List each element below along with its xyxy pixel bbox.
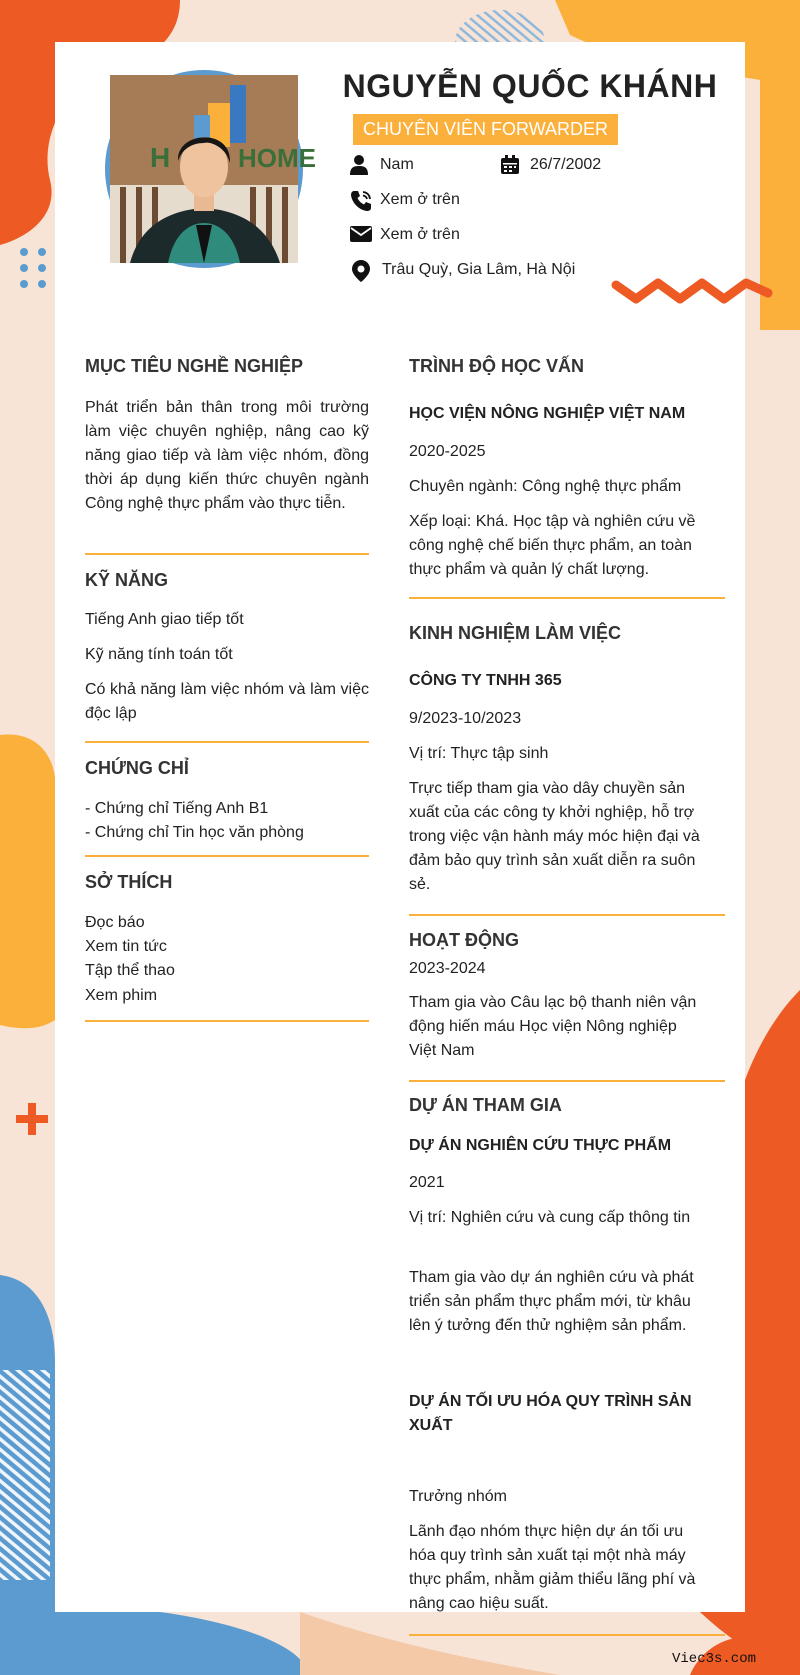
portrait-illustration: [110, 75, 316, 263]
gender-value: Nam: [380, 156, 414, 173]
project-description: Tham gia vào dự án nghiên cứu và phát triển sản phẩm thực phẩm mới, từ khâu lên ý tưởng đến thử nghiệm sản phẩm.: [409, 1269, 694, 1334]
project-year: 2021: [409, 1174, 445, 1191]
avatar: [110, 75, 316, 263]
education-heading: TRÌNH ĐỘ HỌC VẤN: [409, 356, 584, 376]
phone-icon: [350, 190, 372, 212]
candidate-name: NGUYỄN QUỐC KHÁNH: [342, 68, 718, 104]
education-note: Xếp loại: Khá. Học tập và nghiên cứu về công nghệ chế biến thực phẩm, an toàn thực phẩm và quản lý chất lượng.: [409, 513, 696, 578]
divider: [85, 553, 369, 555]
hobby-item: Đọc báo: [85, 914, 145, 931]
objective-heading: MỤC TIÊU NGHỀ NGHIỆP: [85, 356, 304, 376]
divider: [85, 741, 369, 743]
activities-heading: HOẠT ĐỘNG: [409, 930, 519, 950]
activities-period: 2023-2024: [409, 960, 486, 977]
project-role: Vị trí: Nghiên cứu và cung cấp thông tin: [409, 1209, 691, 1226]
experience-position: Vị trí: Thực tập sinh: [409, 745, 549, 762]
project-name: DỰ ÁN NGHIÊN CỨU THỰC PHẨM: [409, 1137, 672, 1154]
job-title-badge: CHUYÊN VIÊN FORWARDER: [353, 114, 618, 145]
activities-description: Tham gia vào Câu lạc bộ thanh niên vận động hiến máu Học viện Nông nghiệp Việt Nam: [409, 994, 697, 1059]
divider: [85, 1020, 369, 1022]
address-value: Trâu Quỳ, Gia Lâm, Hà Nội: [382, 261, 576, 278]
skills-heading: KỸ NĂNG: [85, 570, 169, 590]
experience-period: 9/2023-10/2023: [409, 710, 522, 727]
certificate-item: - Chứng chỉ Tin học văn phòng: [85, 824, 304, 841]
divider: [409, 597, 725, 599]
objective-text: Phát triển bản thân trong môi trường làm việc chuyên nghiệp, nâng cao kỹ năng giao tiếp và làm việc nhóm, đồng thời áp dụng kiến thức chuyên ngành Công nghệ thực phẩm vào thực tiễn.: [85, 399, 369, 512]
hobby-item: Tập thể thao: [85, 962, 175, 979]
phone-value: Xem ở trên: [380, 191, 460, 208]
divider: [409, 914, 725, 916]
divider: [409, 1634, 725, 1636]
certificates-heading: CHỨNG CHỈ: [85, 758, 189, 778]
project-description: Lãnh đạo nhóm thực hiện dự án tối ưu hóa quy trình sản xuất tại một nhà máy thực phẩm, nhằm giảm thiểu lãng phí và nâng cao hiệu suất.: [409, 1523, 696, 1612]
svg-text:HOME: HOME: [238, 143, 316, 173]
zigzag-decoration: [612, 275, 772, 305]
user-icon: [350, 155, 368, 175]
divider: [85, 855, 369, 857]
project-name: DỰ ÁN TỐI ƯU HÓA QUY TRÌNH SẢN XUẤT: [409, 1393, 692, 1434]
experience-heading: KINH NGHIỆM LÀM VIỆC: [409, 623, 622, 643]
hobby-item: Xem phim: [85, 987, 158, 1004]
skill-item: Có khả năng làm việc nhóm và làm việc độc lập: [85, 681, 369, 722]
divider: [409, 1080, 725, 1082]
birthday-value: 26/7/2002: [530, 156, 602, 173]
skill-item: Tiếng Anh giao tiếp tốt: [85, 611, 244, 628]
location-pin-icon: [352, 260, 370, 282]
project-role: Trưởng nhóm: [409, 1488, 507, 1505]
email-value: Xem ở trên: [380, 226, 460, 243]
hobbies-heading: SỞ THÍCH: [85, 872, 173, 892]
wall-logo: H: [150, 142, 171, 173]
projects-heading: DỰ ÁN THAM GIA: [409, 1095, 562, 1115]
skill-item: Kỹ năng tính toán tốt: [85, 646, 233, 663]
calendar-icon: [500, 155, 520, 175]
education-major: Chuyên ngành: Công nghệ thực phẩm: [409, 478, 682, 495]
watermark: Viec3s.com: [672, 1651, 757, 1667]
company-name: CÔNG TY TNHH 365: [409, 672, 562, 689]
hobby-item: Xem tin tức: [85, 938, 167, 955]
school-name: HỌC VIỆN NÔNG NGHIỆP VIỆT NAM: [409, 405, 686, 422]
education-period: 2020-2025: [409, 443, 486, 460]
envelope-icon: [350, 225, 372, 243]
experience-description: Trực tiếp tham gia vào dây chuyền sản xuất của các công ty khởi nghiệp, hỗ trợ trong việc vận hành máy móc hiện đại và đảm bảo quy trình sản xuất diễn ra suôn sẻ.: [409, 780, 700, 893]
certificate-item: - Chứng chỉ Tiếng Anh B1: [85, 800, 269, 817]
